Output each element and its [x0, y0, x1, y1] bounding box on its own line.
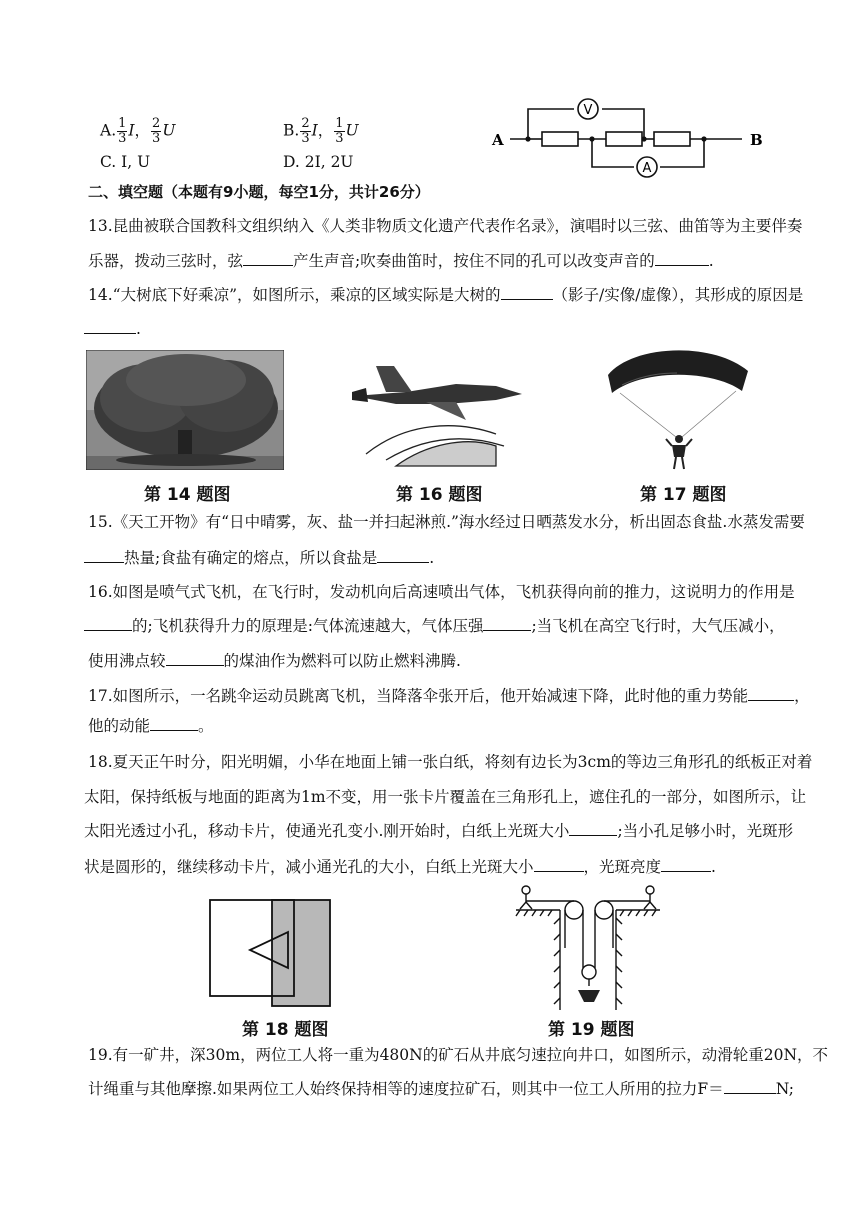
terminal-b-label: B: [750, 131, 763, 149]
answer-blank: [84, 548, 124, 563]
answer-blank: [534, 857, 584, 872]
fraction: $\frac{1}{3}$: [118, 116, 127, 146]
q18-line3: 太阳光透过小孔，移动卡片，使通光孔变小.刚开始时，白纸上光斑大小 ;当小孔足够小时，光斑形: [84, 822, 794, 840]
q16-line2: 的;飞机获得升力的原理是:气体流速越大，气体压强 ;当飞机在高空飞行时，大气压减小，: [84, 616, 785, 636]
answer-blank: [501, 285, 553, 300]
option-c: C. I, U: [100, 153, 151, 171]
fraction: $\frac{1}{3}$: [335, 116, 344, 146]
resistor-3: [654, 132, 690, 146]
answer-blank: [84, 616, 132, 631]
q19-line1: 19.有一矿井，深30m，两位工人将一重为480N的矿石从井底匀速拉向井口，如图所示，动滑轮重20N，不: [88, 1046, 829, 1064]
q13-line2: 乐器，拨动三弦时，弦 产生声音;吹奏曲笛时，按住不同的孔可以改变声音的 .: [88, 252, 714, 270]
caption-fig18: 第 18 题图: [242, 1020, 329, 1040]
resistor-1: [542, 132, 578, 146]
caption-fig17: 第 17 题图: [640, 485, 727, 505]
answer-blank: [166, 651, 224, 666]
answer-blank: [377, 548, 429, 563]
q15-line1: 15.《天工开物》有“日中晴雾，灰、盐一并扫起淋煎.”海水经过日晒蒸发水分，析出固态食盐.水蒸发需要: [88, 513, 805, 531]
q17-line1: 17.如图所示，一名跳伞运动员跳离飞机，当降落伞张开后，他开始减速下降，此时他的重力势能 ，: [88, 687, 810, 705]
terminal-a-label: A: [492, 131, 504, 149]
jet-figure: [346, 352, 526, 472]
fraction: $\frac{2}{3}$: [152, 116, 161, 146]
ore-icon: [578, 990, 600, 1002]
parachute-figure: [602, 345, 752, 473]
tree-figure: [86, 350, 284, 470]
answer-blank: [655, 251, 709, 266]
answer-blank: [483, 616, 531, 631]
q18-line4: 状是圆形的，继续移动卡片，减小通光孔的大小，白纸上光斑大小 ，光斑亮度 .: [84, 858, 716, 876]
answer-blank: [243, 251, 293, 266]
answer-blank: [661, 857, 711, 872]
q13-line1: 13.昆曲被联合国教科文组织纳入《人类非物质文化遗产代表作名录》，演唱时以三弦、曲笛等为主要伴奏: [88, 217, 803, 235]
answer-blank: [724, 1079, 776, 1094]
q16-line3: 使用沸点较 的煤油作为燃料可以防止燃料沸腾.: [88, 652, 461, 670]
caption-fig19: 第 19 题图: [548, 1020, 635, 1040]
pulley-figure: [508, 878, 668, 1014]
voltmeter-label: V: [583, 103, 593, 118]
answer-blank: [569, 821, 617, 836]
answer-blank: [150, 716, 198, 731]
q18-line2: 太阳，保持纸板与地面的距离为1m不变，用一张卡片覆盖在三角形孔上，遮住孔的一部分，如图所示，让: [84, 788, 807, 806]
answer-blank: [84, 319, 136, 334]
q17-line2: 他的动能 。: [88, 717, 214, 735]
card-triangle-figure: [208, 898, 334, 1010]
q14-line2: .: [84, 319, 141, 339]
option-a: A. $\frac{1}{3}$ I， $\frac{2}{3}$ U: [100, 116, 176, 146]
q14-line1: 14.“大树底下好乘凉”，如图所示，乘凉的区域实际是大树的 （影子/实像/虚像），其形成的原因是: [88, 286, 804, 304]
caption-fig16: 第 16 题图: [396, 485, 483, 505]
q19-line2: 计绳重与其他摩擦.如果两位工人始终保持相等的速度拉矿石，则其中一位工人所用的拉力F＝ N;: [88, 1080, 794, 1098]
resistor-2: [606, 132, 642, 146]
answer-blank: [748, 686, 794, 701]
fraction: $\frac{2}{3}$: [301, 116, 310, 146]
option-d: D. 2I, 2U: [283, 153, 354, 171]
q16-line1: 16.如图是喷气式飞机，在飞行时，发动机向后高速喷出气体，飞机获得向前的推力，这说明力的作用是: [88, 583, 795, 601]
option-b: B. $\frac{2}{3}$ I， $\frac{1}{3}$ U: [283, 116, 359, 146]
q18-line1: 18.夏天正午时分，阳光明媚，小华在地面上铺一张白纸，将刻有边长为3cm的等边三角形孔的纸板正对着: [88, 753, 813, 771]
ammeter-label: A: [642, 161, 652, 176]
circuit-diagram: [480, 95, 780, 183]
section-title: 二、填空题（本题有9小题，每空1分，共计26分）: [88, 183, 430, 201]
q15-line2: 热量;食盐有确定的熔点，所以食盐是 .: [84, 548, 434, 568]
caption-fig14: 第 14 题图: [144, 485, 231, 505]
